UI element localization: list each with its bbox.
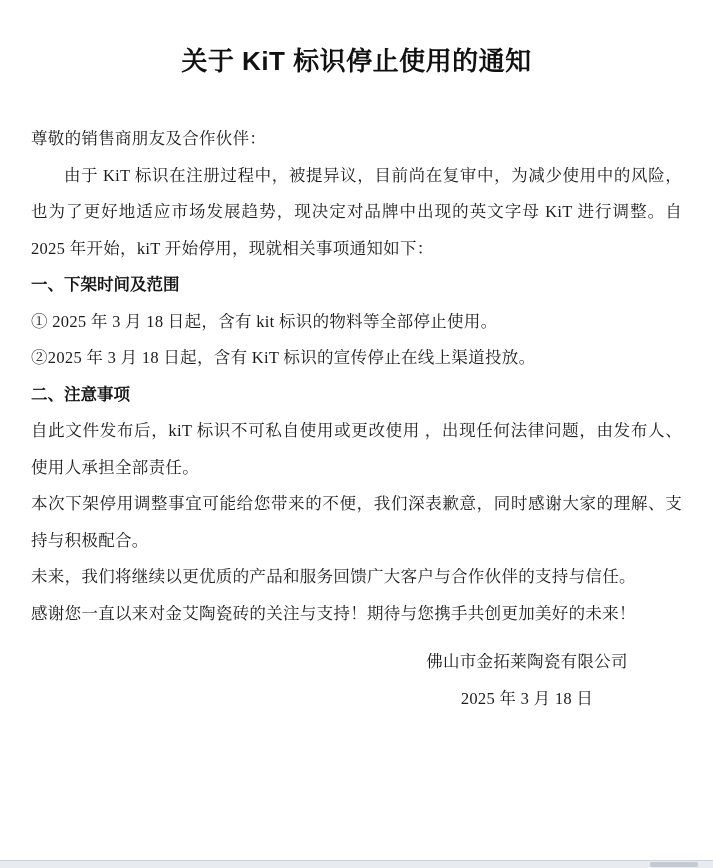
section2-heading: 二、注意事项 — [31, 385, 130, 404]
signature-date: 2025 年 3 月 18 日 — [460, 688, 594, 708]
section1-heading: 一、下架时间及范围 — [31, 276, 180, 294]
notice-paragraph-3: 未来，我们将继续以更优质的产品和服务回馈广大客户与合作伙伴的支持与信任。 — [31, 567, 636, 586]
signature-block — [372, 644, 682, 717]
section1-item-2: ②2025 年 3 月 18 日起，含有 KiT 标识的宣传停止在线上渠道投放。 — [31, 348, 536, 367]
horizontal-scrollbar[interactable] — [0, 860, 713, 868]
notice-paragraph-4: 感谢您一直以来对金艾陶瓷砖的关注与支持！期待与您携手共创更加美好的未来！ — [31, 603, 636, 623]
signature-company: 佛山市金拓莱陶瓷有限公司 — [426, 652, 628, 671]
document-title: 关于 KiT 标识停止使用的通知 — [181, 46, 532, 76]
intro-paragraph: 由于 KiT 标识在注册过程中，被提异议，目前尚在复审中，为减少使用中的风险，也为了更好地适应市场发展趋势，现决定对品牌中出现的英文字母 KiT 进行调整。自 2025 年开始，kiT 开始停用，现就相关事项通知如下： — [31, 165, 682, 258]
section1-item-1: ① 2025 年 3 月 18 日起，含有 kit 标识的物料等全部停止使用。 — [31, 311, 498, 331]
salutation-line: 尊敬的销售商朋友及合作伙伴： — [31, 129, 267, 148]
scrollbar-thumb[interactable] — [650, 862, 698, 867]
notice-paragraph-1: 自此文件发布后，kiT 标识不可私自使用或更改使用 ，出现任何法律问题，由发布人、使用人承担全部责任。 — [31, 421, 682, 477]
notice-paragraph-2: 本次下架停用调整事宜可能给您带来的不便，我们深表歉意，同时感谢大家的理解、支持与积极配合。 — [31, 494, 682, 550]
